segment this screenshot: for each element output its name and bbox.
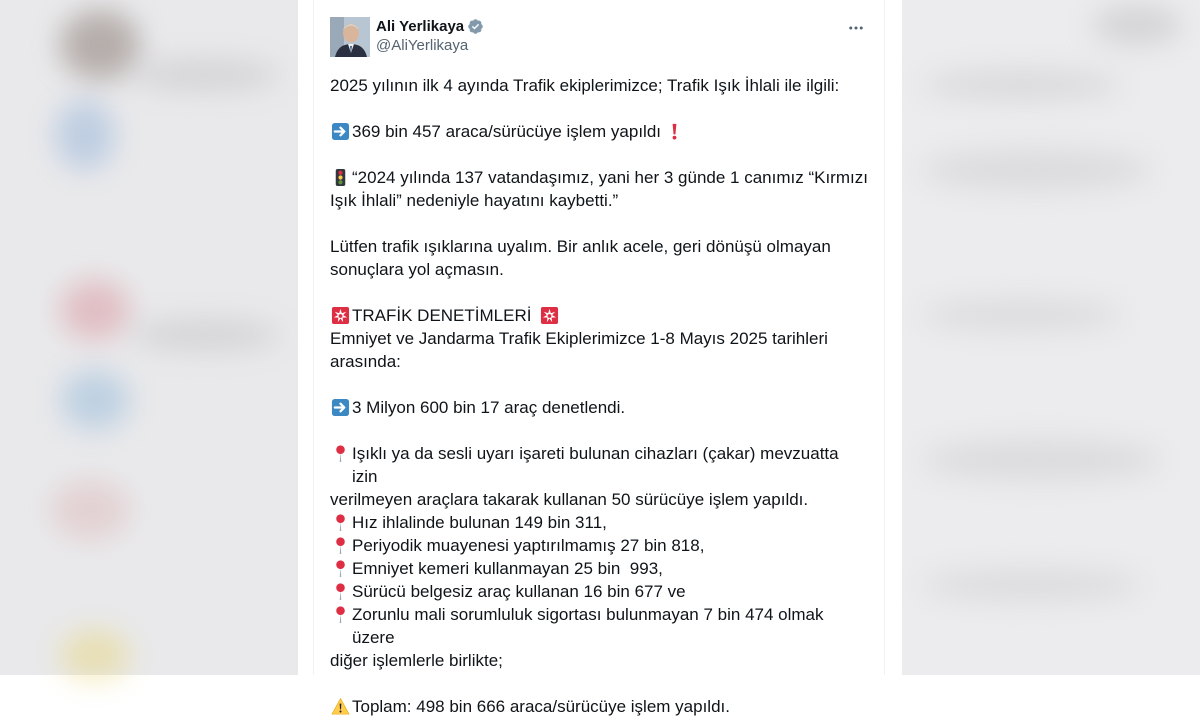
stat-insurance-line-1: Zorunlu mali sorumluluk sigortası bulunmayan 7 bin 474 olmak üzere — [352, 605, 829, 647]
stat-periodic-inspection: Periyodik muayenesi yaptırılmamış 27 bin 818, — [352, 536, 705, 555]
tweet-card — [313, 0, 885, 716]
stat-vehicles-inspected: 3 Milyon 600 bin 17 araç denetlendi. — [352, 398, 626, 417]
quote-line-1: “2024 yılında 137 vatandaşımız, yani her 3 günde 1 canımız “Kırmızı — [352, 168, 868, 187]
blurred-background-right — [902, 0, 1200, 675]
more-options-button[interactable] — [844, 16, 868, 40]
blurred-background-left — [0, 0, 298, 675]
round-pushpin-emoji-icon — [330, 442, 350, 465]
stat-flasher-line-2: verilmeyen araçlara takarak kullanan 50 sürücüye işlem yapıldı. — [330, 490, 809, 509]
quote-line-2: Işık İhlali” nedeniyle hayatını kaybetti.” — [330, 191, 619, 210]
section-title-traffic-inspections: TRAFİK DENETİMLERİ — [352, 306, 537, 325]
tweet-header — [330, 16, 868, 60]
stat-flasher-line-1: Işıklı ya da sesli uyarı işareti bulunan cihazları (çakar) mevzuatta izin — [352, 444, 844, 486]
police-siren-emoji-icon — [539, 304, 559, 327]
stat-no-license: Sürücü belgesiz araç kullanan 16 bin 677 ve — [352, 582, 686, 601]
author-name[interactable]: Ali Yerlikaya — [376, 17, 465, 35]
stat-total: Toplam: 498 bin 666 araca/sürücüye işlem yapıldı. — [352, 697, 730, 716]
stat-red-light-violations: 369 bin 457 araca/sürücüye işlem yapıldı — [352, 122, 662, 141]
stat-speeding: Hız ihlalinde bulunan 149 bin 311, — [352, 513, 607, 532]
author-handle[interactable]: @AliYerlikaya — [376, 37, 469, 54]
right-arrow-emoji-icon — [330, 120, 350, 143]
warning-emoji-icon — [330, 695, 350, 718]
police-siren-emoji-icon — [330, 304, 350, 327]
more-options-icon — [847, 19, 865, 37]
verified-badge-icon — [467, 18, 484, 35]
avatar[interactable] — [330, 17, 370, 57]
red-exclamation-emoji-icon — [664, 120, 684, 143]
round-pushpin-emoji-icon — [330, 603, 350, 626]
stat-seatbelt: Emniyet kemeri kullanmayan 25 bin 993, — [352, 559, 663, 578]
inspection-period-line-1: Emniyet ve Jandarma Trafik Ekiplerimizce 1-8 Mayıs 2025 tarihleri — [330, 329, 828, 348]
round-pushpin-emoji-icon — [330, 557, 350, 580]
inspection-period-line-2: arasında: — [330, 352, 401, 371]
traffic-light-emoji-icon — [330, 166, 350, 189]
paragraph-intro: 2025 yılının ilk 4 ayında Trafik ekiplerimizce; Trafik Işık İhlali ile ilgili: — [330, 76, 840, 95]
stat-insurance-line-2: diğer işlemlerle birlikte; — [330, 651, 503, 670]
appeal-line-1: Lütfen trafik ışıklarına uyalım. Bir anlık acele, geri dönüşü olmayan — [330, 237, 831, 256]
tweet-text — [330, 74, 868, 718]
round-pushpin-emoji-icon — [330, 580, 350, 603]
round-pushpin-emoji-icon — [330, 534, 350, 557]
appeal-line-2: sonuçlara yol açmasın. — [330, 260, 504, 279]
round-pushpin-emoji-icon — [330, 511, 350, 534]
avatar-image — [330, 17, 370, 57]
right-arrow-emoji-icon — [330, 396, 350, 419]
